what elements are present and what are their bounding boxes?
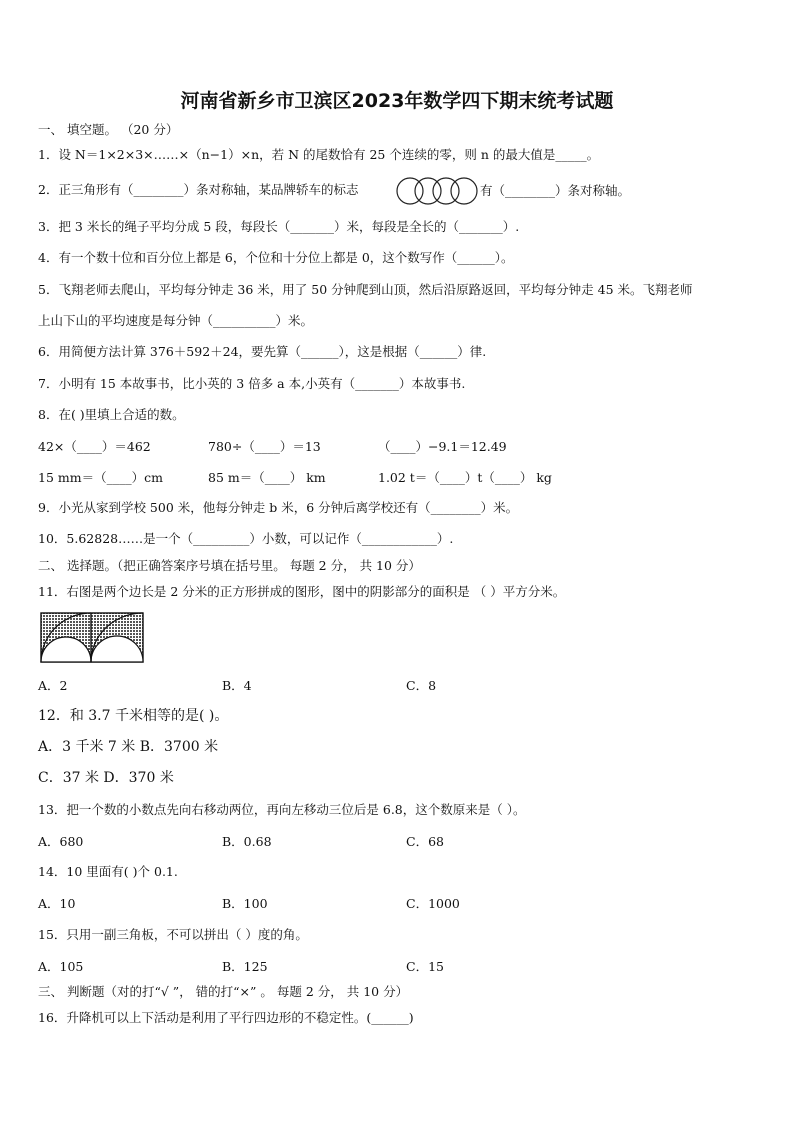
car-logo-rings-icon bbox=[395, 176, 479, 206]
q13-option-a: A．680 bbox=[38, 834, 84, 849]
q8-item-1: 42×（____）＝462 bbox=[38, 439, 151, 454]
question-13: 13．把一个数的小数点先向右移动两位，再向左移动三位后是 6.8，这个数原来是（ ）。 bbox=[38, 802, 526, 817]
q15-option-c: C．15 bbox=[406, 959, 444, 974]
page-title: 河南省新乡市卫滨区2023年数学四下期末统考试题 bbox=[180, 90, 614, 112]
q12-options-row-1: A．3 千米 7 米 B．3700 米 bbox=[38, 739, 219, 755]
section-2-heading: 二、 选择题。（把正确答案序号填在括号里。 每题 2 分， 共 10 分） bbox=[38, 558, 421, 573]
q14-option-a: A．10 bbox=[38, 896, 76, 911]
section-3-heading: 三、 判断题（对的打“√ ”， 错的打“×” 。 每题 2 分， 共 10 分） bbox=[38, 984, 409, 999]
q15-option-a: A．105 bbox=[38, 959, 84, 974]
question-10: 10．5.62828……是一个（_________）小数，可以记作（____________）. bbox=[38, 531, 454, 546]
q8-item-2: 780÷（____）＝13 bbox=[208, 439, 321, 454]
q8-item-4: 15 mm＝（____）cm bbox=[38, 470, 163, 485]
q8-item-5: 85 m＝（____） km bbox=[208, 470, 326, 485]
question-16: 16．升降机可以上下活动是利用了平行四边形的不稳定性。(______) bbox=[38, 1010, 414, 1025]
q15-option-b: B．125 bbox=[222, 959, 268, 974]
q11-option-c: C．8 bbox=[406, 678, 437, 693]
question-2 bbox=[38, 181, 358, 199]
question-12: 12．和 3.7 千米相等的是( )。 bbox=[38, 708, 229, 724]
q8-item-3: （____）−9.1＝12.49 bbox=[378, 439, 507, 454]
question-11: 11．右图是两个边长是 2 分米的正方形拼成的图形，图中的阴影部分的面积是 （ ）平方分米。 bbox=[38, 584, 566, 599]
question-9: 9．小光从家到学校 500 米，他每分钟走 b 米，6 分钟后离学校还有（________）米。 bbox=[38, 500, 519, 515]
question-8: 8．在( )里填上合适的数。 bbox=[38, 407, 185, 422]
q14-option-c: C．1000 bbox=[406, 896, 460, 911]
q13-option-b: B．0.68 bbox=[222, 834, 272, 849]
q13-option-c: C．68 bbox=[406, 834, 444, 849]
q8-item-6: 1.02 t＝（____）t（____） kg bbox=[378, 470, 552, 485]
question-15: 15．只用一副三角板，不可以拼出（ ）度的角。 bbox=[38, 927, 308, 942]
question-5-line-1: 5．飞翔老师去爬山，平均每分钟走 36 米，用了 50 分钟爬到山顶，然后沿原路返回，平均每分钟走 45 米。飞翔老师 bbox=[38, 282, 693, 297]
q11-option-a: A．2 bbox=[38, 678, 68, 693]
question-14: 14．10 里面有( )个 0.1. bbox=[38, 864, 178, 879]
q11-option-b: B．4 bbox=[222, 678, 252, 693]
question-4: 4．有一个数十位和百分位上都是 6，个位和十分位上都是 0，这个数写作（______）。 bbox=[38, 250, 514, 265]
question-7: 7．小明有 15 本故事书，比小英的 3 倍多 a 本,小英有（_______）本故事书. bbox=[38, 376, 466, 391]
question-6: 6．用简便方法计算 376＋592＋24，要先算（______），这是根据（______）律. bbox=[38, 344, 487, 359]
q14-option-b: B．100 bbox=[222, 896, 268, 911]
question-2-part-b: 有（________）条对称轴。 bbox=[480, 183, 631, 198]
question-1: 1．设 N＝1×2×3×……×（n−1）×n，若 N 的尾数恰有 25 个连续的零，则 n 的最大值是_____。 bbox=[38, 147, 600, 162]
question-5-line-2: 上山下山的平均速度是每分钟（__________）米。 bbox=[38, 313, 314, 328]
two-squares-shaded-figure bbox=[40, 612, 144, 663]
q12-options-row-2: C．37 米 D．370 米 bbox=[38, 770, 174, 786]
question-3: 3．把 3 米长的绳子平均分成 5 段，每段长（_______）米，每段是全长的（_______）. bbox=[38, 219, 520, 234]
question-2-part-a: 2．正三角形有（________）条对称轴，某品牌轿车的标志 bbox=[38, 182, 359, 197]
section-1-heading: 一、 填空题。 （20 分） bbox=[38, 122, 179, 137]
